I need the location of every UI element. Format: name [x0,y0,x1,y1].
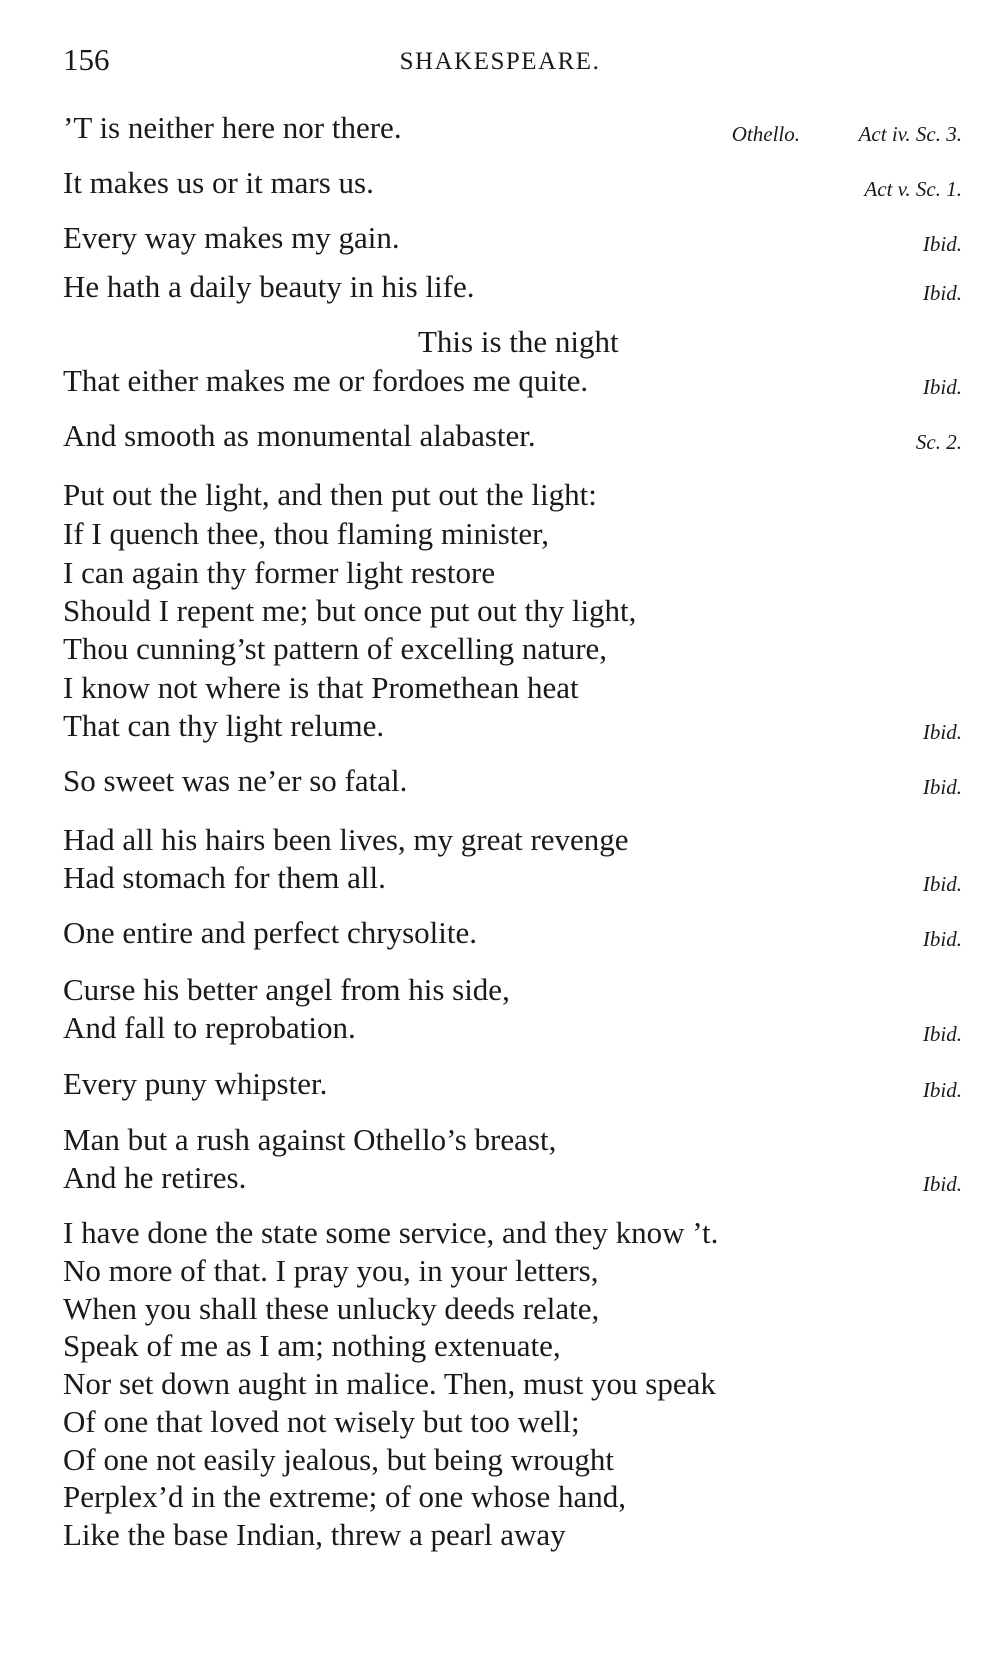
quote-line: Nor set down aught in malice. Then, must you speak [63,1366,716,1401]
quote-line: Every way makes my gain. [63,220,400,255]
quote-line: He hath a daily beauty in his life. [63,269,475,304]
quote-line: So sweet was ne’er so fatal. [63,763,408,798]
quote-line: Thou cunning’st pattern of excelling nature, [63,631,608,666]
quote-line: Perplex’d in the extreme; of one whose hand, [63,1479,626,1514]
quote-citation: Ibid. [922,375,962,399]
quote-line: Man but a rush against Othello’s breast, [63,1122,557,1157]
play-title: Othello. [731,122,800,146]
quote-line: I have done the state some service, and they know ’t. [63,1215,719,1250]
quote-line: And smooth as monumental alabaster. [63,418,536,453]
quote-citation: Ibid. [922,1172,962,1196]
page-header [0,38,1000,82]
quote-line: And he retires. [63,1160,247,1195]
quote-line: This is the night [418,324,619,359]
quote-citation: Ibid. [922,927,962,951]
quote-line: I can again thy former light restore [63,555,496,590]
quote-citation: Ibid. [922,775,962,799]
page-number: 156 [63,42,110,77]
quote-line: Speak of me as I am; nothing extenuate, [63,1328,561,1363]
quote-citation: Ibid. [922,720,962,744]
quote-line: When you shall these unlucky deeds relate, [63,1291,600,1326]
quote-line: Like the base Indian, threw a pearl away [63,1517,566,1552]
quote-line: That either makes me or fordoes me quite. [63,363,589,398]
quote-line: Put out the light, and then put out the light: [63,477,597,512]
quote-line: Had all his hairs been lives, my great revenge [63,822,629,857]
quote-citation: Act v. Sc. 1. [864,177,962,201]
quote-citation: Act iv. Sc. 3. [858,122,962,146]
quote-line: I know not where is that Promethean heat [63,670,579,705]
quote-line: Had stomach for them all. [63,860,386,895]
quote-citation: Ibid. [922,872,962,896]
quote-citation: Ibid. [922,1078,962,1102]
quote-citation: Ibid. [922,232,962,256]
quote-line: One entire and perfect chrysolite. [63,915,478,950]
quote-line: ’T is neither here nor there. [63,110,402,145]
quote-line: If I quench thee, thou flaming minister, [63,516,550,551]
quote-line: Of one that loved not wisely but too well; [63,1404,580,1439]
running-title: SHAKESPEARE. [399,48,601,75]
quote-citation: Sc. 2. [915,430,962,454]
quote-line: Curse his better angel from his side, [63,972,510,1007]
quote-line: That can thy light relume. [63,708,385,743]
quote-line: And fall to reprobation. [63,1010,356,1045]
quote-citation: Ibid. [922,281,962,305]
quote-line: Of one not easily jealous, but being wrought [63,1442,615,1477]
quote-line: Every puny whipster. [63,1066,328,1101]
quote-line: Should I repent me; but once put out thy light, [63,593,637,628]
quote-citation: Ibid. [922,1022,962,1046]
quote-line: No more of that. I pray you, in your letters, [63,1253,599,1288]
quote-line: It makes us or it mars us. [63,165,374,200]
